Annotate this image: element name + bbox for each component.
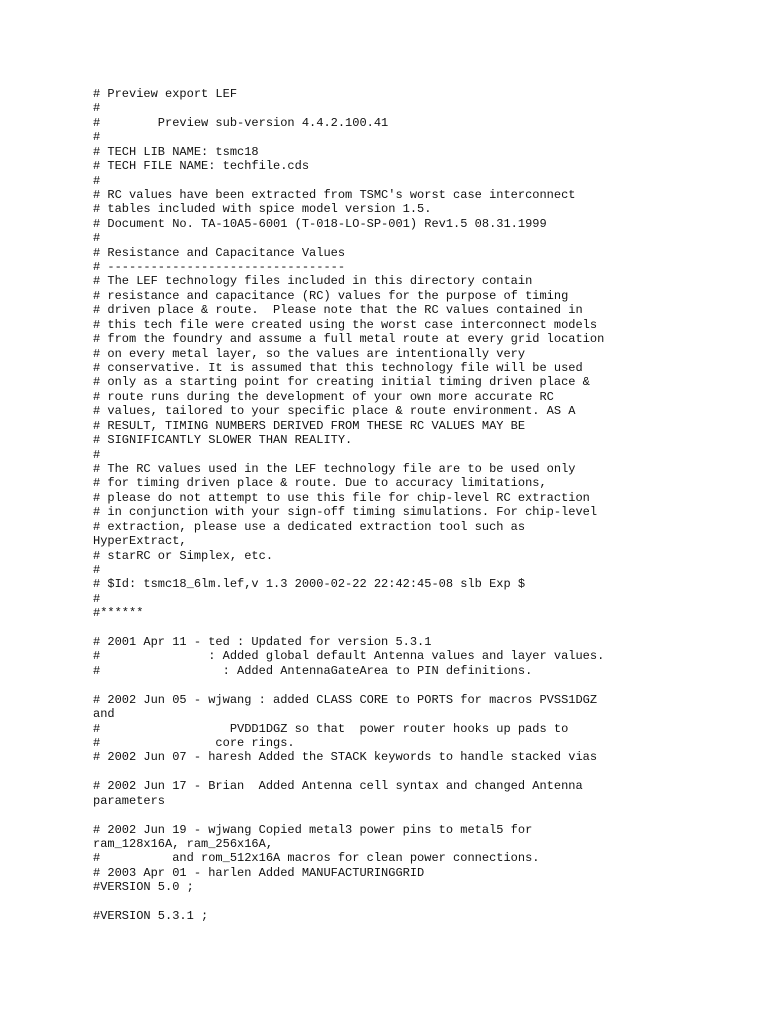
text-line: # 2003 Apr 01 - harlen Added MANUFACTURINGGRID (93, 865, 425, 880)
text-line: # 2002 Jun 19 - wjwang Copied metal3 power pins to metal5 for (93, 822, 533, 837)
text-line: # RESULT, TIMING NUMBERS DERIVED FROM THESE RC VALUES MAY BE (93, 418, 526, 433)
text-line: # Resistance and Capacitance Values (93, 245, 346, 260)
text-line: # this tech file were created using the worst case interconnect models (93, 317, 598, 332)
blank-line (93, 765, 753, 779)
text-line: # 2001 Apr 11 - ted : Updated for version 5.3.1 (93, 635, 432, 650)
text-line: # 2002 Jun 05 - wjwang : added CLASS CORE to PORTS for macros PVSS1DGZ (93, 692, 598, 707)
text-line: and (93, 707, 115, 722)
text-line: # resistance and capacitance (RC) values for the purpose of timing (93, 288, 569, 303)
text-line: # TECH LIB NAME: tsmc18 (93, 144, 259, 159)
text-line: # only as a starting point for creating initial timing driven place & (93, 375, 590, 390)
text-line: # for timing driven place & route. Due to accuracy limitations, (93, 476, 547, 491)
blank-line (93, 808, 753, 822)
blank-line (93, 895, 753, 909)
lef-file-header-text (93, 87, 753, 923)
text-line: # driven place & route. Please note that the RC values contained in (93, 303, 583, 318)
blank-line (93, 678, 753, 692)
text-line: # (93, 173, 101, 188)
text-line: # in conjunction with your sign-off timing simulations. For chip-level (93, 505, 598, 520)
text-line: # (93, 447, 101, 462)
text-line: # route runs during the development of your own more accurate RC (93, 389, 554, 404)
text-line: # RC values have been extracted from TSMC's worst case interconnect (93, 187, 576, 202)
text-line: # 2002 Jun 17 - Brian Added Antenna cell syntax and changed Antenna (93, 779, 583, 794)
text-line: # The LEF technology files included in this directory contain (93, 274, 533, 289)
text-line: # Document No. TA-10A5-6001 (T-018-LO-SP-001) Rev1.5 08.31.1999 (93, 216, 547, 231)
text-line: # Preview export LEF (93, 87, 238, 101)
text-line: # (93, 562, 101, 577)
text-line: #VERSION 5.0 ; (93, 880, 194, 895)
text-line: # (93, 101, 101, 116)
text-line: # (93, 591, 101, 606)
text-line: # : Added AntennaGateArea to PIN definitions. (93, 663, 533, 678)
text-line: # TECH FILE NAME: techfile.cds (93, 159, 310, 174)
text-line: # and rom_512x16A macros for clean power connections. (93, 851, 540, 866)
text-line: # please do not attempt to use this file for chip-level RC extraction (93, 490, 590, 505)
text-line: # --------------------------------- (93, 260, 346, 275)
text-line: # Preview sub-version 4.4.2.100.41 (93, 115, 389, 130)
text-line: HyperExtract, (93, 534, 187, 549)
text-line: # values, tailored to your specific place & route environment. AS A (93, 404, 576, 419)
text-line: # extraction, please use a dedicated extraction tool such as (93, 519, 526, 534)
text-line: # $Id: tsmc18_6lm.lef,v 1.3 2000-02-22 22:42:45-08 slb Exp $ (93, 577, 526, 592)
text-line: # (93, 231, 101, 246)
text-line: # tables included with spice model version 1.5. (93, 202, 432, 217)
text-line: # SIGNIFICANTLY SLOWER THAN REALITY. (93, 433, 353, 448)
text-line: ram_128x16A, ram_256x16A, (93, 836, 274, 851)
text-line: # 2002 Jun 07 - haresh Added the STACK keywords to handle stacked vias (93, 750, 598, 765)
blank-line (93, 621, 753, 635)
text-line: # PVDD1DGZ so that power router hooks up pads to (93, 721, 569, 736)
text-line: parameters (93, 793, 166, 808)
text-line: # : Added global default Antenna values and layer values. (93, 649, 605, 664)
text-line: #****** (93, 606, 144, 621)
text-line: # starRC or Simplex, etc. (93, 548, 274, 563)
text-line: # (93, 130, 101, 145)
text-line: # from the foundry and assume a full metal route at every grid location (93, 332, 605, 347)
text-line: # conservative. It is assumed that this technology file will be used (93, 361, 583, 376)
text-line: # core rings. (93, 735, 295, 750)
text-line: #VERSION 5.3.1 ; (93, 909, 209, 924)
text-line: # on every metal layer, so the values are intentionally very (93, 346, 526, 361)
text-line: # The RC values used in the LEF technology file are to be used only (93, 461, 576, 476)
